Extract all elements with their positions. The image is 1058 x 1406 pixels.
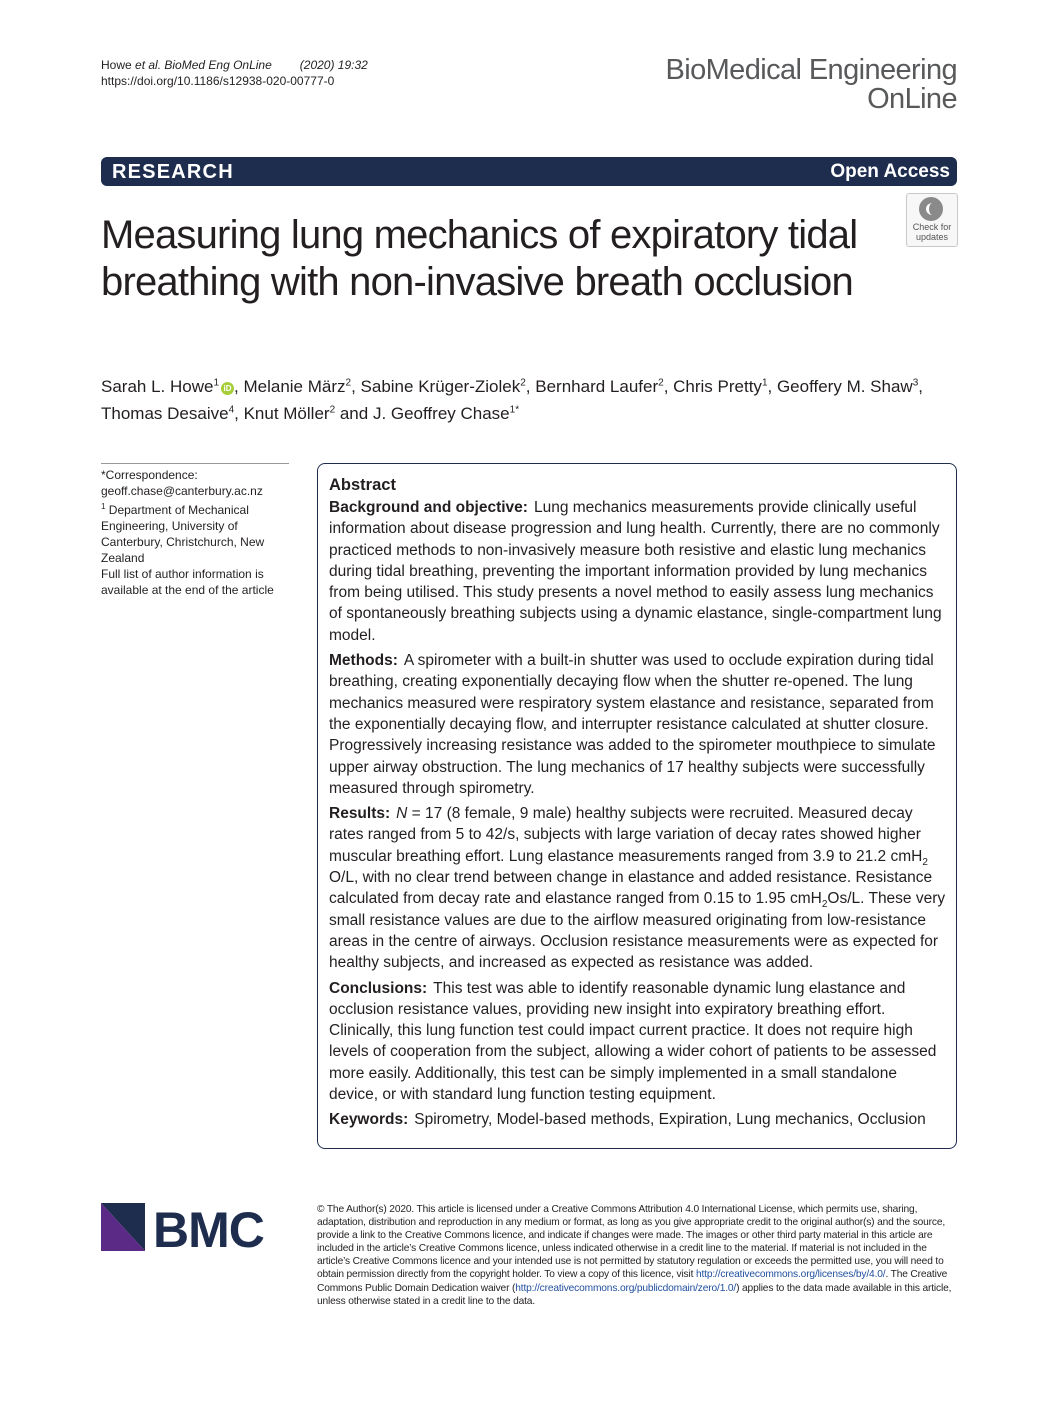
- abstract-results: [329, 803, 947, 973]
- check-for-updates-button[interactable]: [906, 193, 958, 247]
- citation-line: [101, 57, 368, 73]
- citation-year: (2020) 19:32: [299, 58, 368, 72]
- conclusions-heading: Conclusions:: [329, 979, 428, 997]
- license-text-b: . The Creative Commons Public Domain Dedication waiver (: [317, 1269, 948, 1294]
- background-heading: Background and objective:: [329, 499, 528, 516]
- abstract-keywords: [329, 1109, 947, 1130]
- bmc-logo-text: BMC: [153, 1203, 264, 1251]
- author-and: and: [335, 404, 373, 423]
- results-text-c: Os/L. These very small resistance values are due to the airflow measured originating from low-resistance areas in the centre of airways. Occlusion resistance measurements were as expected for healthy subjects, and increased as expected as resistance was added.: [329, 890, 946, 972]
- citation-etal: et al.: [135, 58, 162, 72]
- check-updates-line2: updates: [915, 232, 949, 242]
- author-name: Geoffery M. Shaw: [776, 377, 913, 396]
- abstract-content: [329, 474, 947, 1135]
- results-text-b: O/L, with no clear trend between change in elastance and added resistance. Resistance calculated from decay rate and elastance ranged from 0.15 to 1.95 cmH: [329, 869, 933, 908]
- results-heading: Results:: [329, 805, 391, 823]
- results-n-symbol: N: [396, 805, 408, 823]
- author-separator: ,: [351, 377, 361, 396]
- author-affiliation: 1: [761, 377, 768, 389]
- affiliation-name: Department of Mechanical Engineering, University of Canterbury, Christchurch, New Zealand: [101, 503, 265, 565]
- open-access-label: Open Access: [830, 161, 950, 182]
- article-title: Measuring lung mechanics of expiratory tidal breathing with non-invasive breath occlusion: [101, 213, 858, 304]
- check-updates-icon-mark: [926, 203, 939, 215]
- keywords-text: Spirometry, Model-based methods, Expiration, Lung mechanics, Occlusion: [414, 1111, 926, 1129]
- author-affiliation: 1: [213, 377, 220, 389]
- results-text-a: = 17 (8 female, 9 male) healthy subjects were recruited. Measured decay rates ranged from 5 to 42/s, subjects with large variation of decay rates showed higher muscular breathing effort. Lung elastance measurements ranged from 3.9 to 21.2 cmH: [329, 805, 923, 865]
- author-separator: ,: [918, 377, 923, 396]
- author-separator: ,: [767, 377, 777, 396]
- doi-link[interactable]: https://doi.org/10.1186/s12938-020-00777-0: [101, 74, 335, 88]
- journal-title: [666, 56, 957, 114]
- journal-title-line2: OnLine: [867, 83, 957, 115]
- citation-journal: BioMed Eng OnLine: [164, 58, 272, 72]
- results-subscript-2: 2: [821, 899, 828, 911]
- author-name: Thomas Desaive: [101, 404, 229, 423]
- license-cc-by-link[interactable]: http://creativecommons.org/licenses/by/4.0/: [695, 1269, 886, 1281]
- sidebar-divider: [101, 463, 289, 464]
- author-name: Knut Möller: [243, 404, 330, 423]
- citation-authors: Howe: [101, 58, 136, 72]
- author-name: J. Geoffrey Chase: [372, 404, 510, 423]
- abstract-conclusions: [329, 978, 947, 1106]
- author-affiliation: 2: [345, 377, 352, 389]
- author-list: [101, 373, 961, 427]
- abstract-heading: Abstract: [329, 476, 396, 494]
- author-affiliation: 2: [329, 404, 336, 416]
- keywords-heading: Keywords:: [329, 1111, 409, 1129]
- author-name: Sabine Krüger-Ziolek: [360, 377, 521, 396]
- author-affiliation: 2: [658, 377, 664, 389]
- author-affiliation: 2: [520, 377, 526, 389]
- orcid-icon[interactable]: iD: [221, 382, 234, 395]
- results-subscript-1: 2: [922, 856, 928, 868]
- correspondence-label: *Correspondence:: [101, 468, 198, 482]
- journal-title-line1: BioMedical Engineering: [665, 54, 957, 86]
- author-separator: ,: [234, 404, 244, 423]
- author-separator: ,: [234, 377, 244, 396]
- license-statement: [317, 1203, 959, 1308]
- author-affiliation: 4: [228, 404, 235, 416]
- methods-text: A spirometer with a built-in shutter was used to occlude expiration during tidal breathing, creating exponentially decaying flow when the shutter re-opened. The lung mechanics measured were respiratory system elastance and resistance, separated from the exponentially decaying flow, and interrupter resistance calculated at shutter closure. Progressively increasing resistance was added to the spirometer mouthpiece to simulate upper airway obstruction. The lung mechanics of 17 healthy subjects were successfully measured through spirometry.: [329, 652, 936, 797]
- author-affiliation: 3: [912, 377, 919, 389]
- author-affiliation: 1*: [509, 404, 520, 416]
- affiliation-sidebar: [101, 467, 291, 598]
- affiliation-text: [101, 499, 291, 566]
- conclusions-text: This test was able to identify reasonable dynamic lung elastance and occlusion resistance values, providing new insight into expiratory breathing effort. Clinically, this lung function test could impact current practice. It does not require high levels of cooperation from the subject, allowing a wider cohort of patients to be assessed more easily. Additionally, this test can be simply implemented in a small standalone device, or with standard lung function testing equipment.: [329, 979, 937, 1104]
- license-text-a: © The Author(s) 2020. This article is licensed under a Creative Commons Attribution 4.0 International License, which permits use, sharing, adaptation, distribution and reproduction in any medium or format, as long as you give appropriate credit to the original author(s) and the source, provide a link to the Creative Commons licence, and indicate if changes were made. The images or other third party material in this article are included in the article’s Creative Commons licence, unless indicated otherwise in a credit line to the material. If material is not included in the article’s Creative Commons licence and your intended use is not permitted by statutory regulation or exceeds the permitted use, you will need to obtain permission directly from the copyright holder. To view a copy of this licence, visit: [317, 1204, 946, 1281]
- author-name: Sarah L. Howe: [101, 377, 214, 396]
- methods-heading: Methods:: [329, 652, 398, 670]
- article-type-label: RESEARCH: [112, 161, 234, 183]
- abstract-background: [329, 497, 947, 646]
- bmc-logo: [101, 1203, 301, 1251]
- correspondence-email-link[interactable]: geoff.chase@canterbury.ac.nz: [101, 484, 263, 498]
- affiliation-number: 1: [101, 502, 106, 511]
- abstract-methods: [329, 650, 947, 799]
- check-updates-line1: Check for: [912, 222, 952, 232]
- license-text-c: ) applies to the data made available in this article, unless otherwise stated in a credit line to the data.: [317, 1282, 952, 1307]
- license-cc0-link[interactable]: http://creativecommons.org/publicdomain/zero/1.0/: [515, 1282, 737, 1294]
- full-author-info-note: Full list of author information is available at the end of the article: [101, 567, 274, 597]
- author-separator: ,: [663, 377, 674, 396]
- author-name: Melanie März: [243, 377, 346, 396]
- background-text: Lung mechanics measurements provide clinically useful information about disease progression and lung health. Currently, there are no commonly practiced methods to non-invasively measure both resistive and elastic lung mechanics during tidal breathing, preventing the important information provided by lung mechanics from being utilised. This study presents a novel method to easily assess lung mechanics of spontaneously breathing subjects using a dynamic elastance, single-compartment lung model.: [329, 499, 942, 644]
- check-updates-text: [907, 222, 957, 242]
- author-separator: ,: [525, 377, 536, 396]
- author-name: Chris Pretty: [673, 377, 762, 396]
- author-name: Bernhard Laufer: [535, 377, 659, 396]
